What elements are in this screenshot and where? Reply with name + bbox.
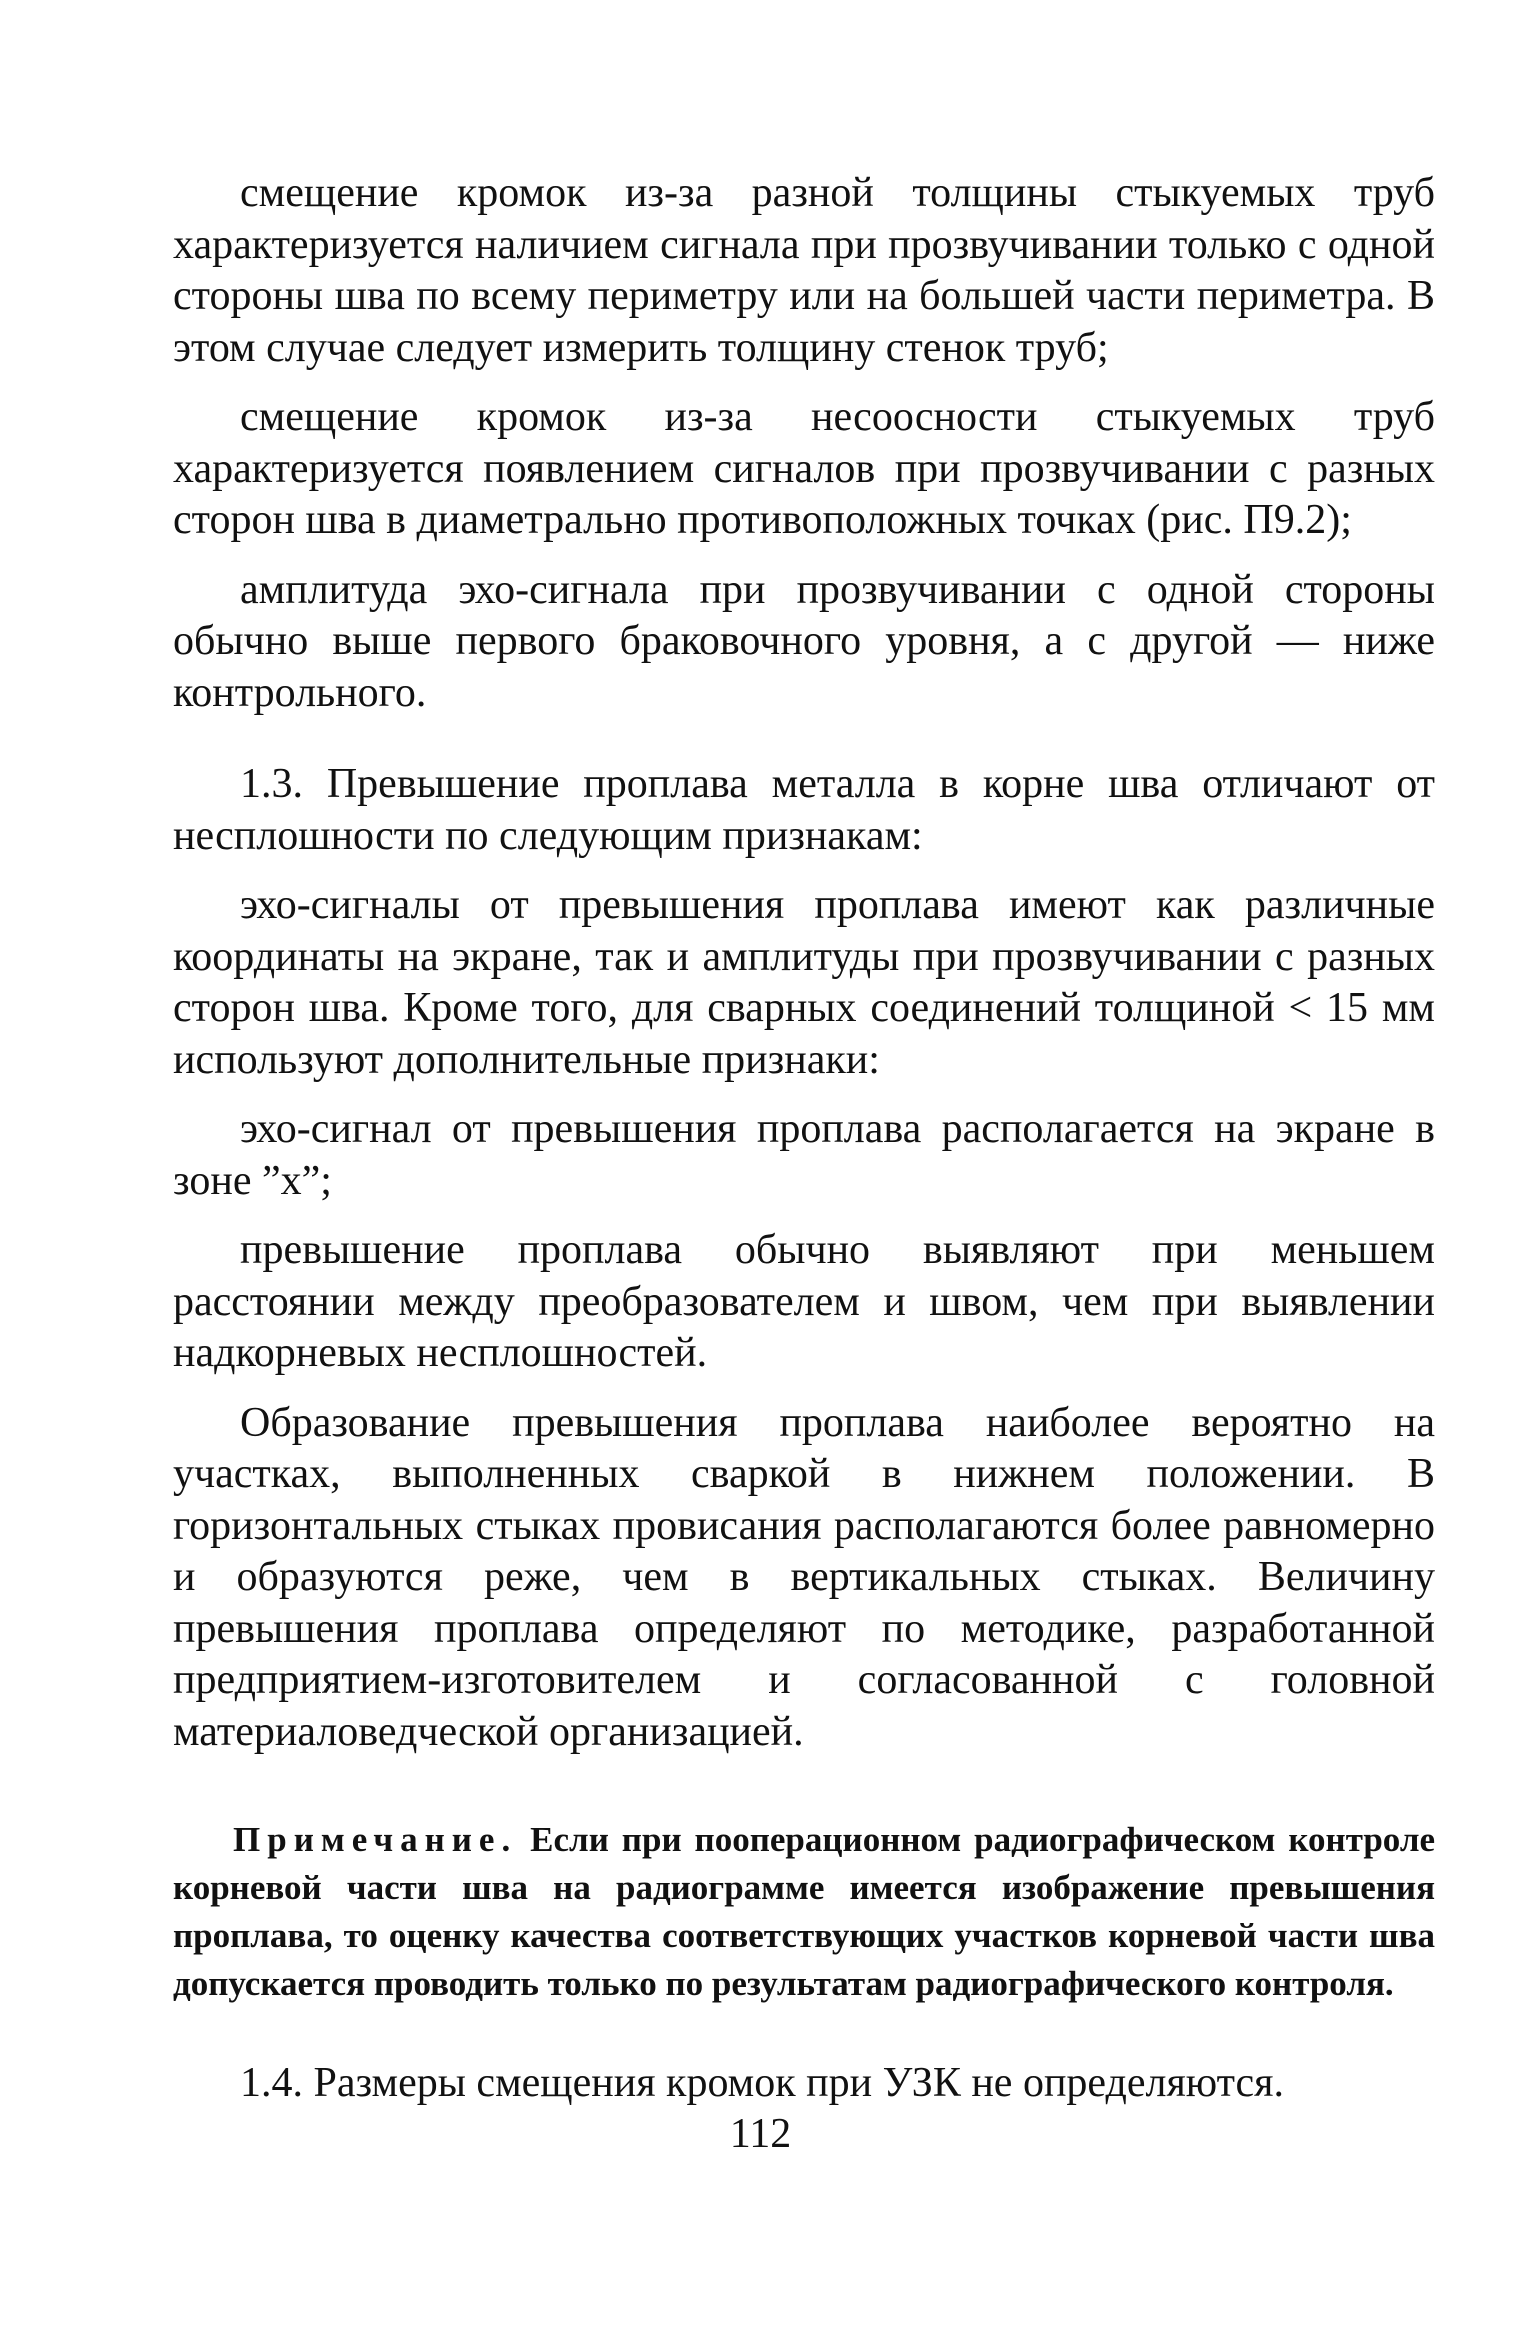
paragraph-echo-zone-x: эхо-сигнал от превышения проплава располагается на экране в зоне ”х”; [173,1106,1435,1204]
paragraph-section-1-3: 1.3. Превышение проплава металла в корне шва отличают от несплошности по следующим признакам: [173,761,1435,859]
paragraph-formation-of-excess: Образование превышения проплава наиболее вероятно на участках, выполненных сваркой в нижнем положении. В горизонтальных стыках провисания располагаются более равномерно и образуются реже, чем в вертикальных стыках. Величину превышения проплава определяют по методике, разработанной предприятием-изготовителем и согласованной с головной материаловедческой организацией. [173,1399,1435,1755]
paragraph-echo-signals-coordinates: эхо-сигналы от превышения проплава имеют как различные координаты на экране, так и амплитуды при прозвучивании с разных сторон шва. Кроме того, для сварных соединений толщиной < 15 мм используют дополнительные признаки: [173,882,1435,1083]
note-label: Примечание. [233,1820,518,1859]
paragraph-edge-offset-misalignment: смещение кромок из-за несоосности стыкуемых труб характеризуется появлением сигналов при прозвучивании с разных сторон шва в диаметрально противоположных точках (рис. П9.2); [173,394,1435,543]
page-body [173,168,1435,2110]
paragraph-edge-offset-thickness: смещение кромок из-за разной толщины стыкуемых труб характеризуется наличием сигнала при прозвучивании только с одной стороны шва по всему периметру или на большей части периметра. В этом случае следует измерить толщину стенок труб; [173,170,1435,371]
page-number: 112 [729,2111,792,2157]
note-block [173,1816,1435,2008]
note-text: Если при пооперационном радиографическом контроле корневой части шва на радиограмме имеется изображение превышения проплава, то оценку качества соответствующих участков корневой части шва допускается проводить только по результатам радиографического контроля. [173,1820,1435,2003]
paragraph-section-1-4: 1.4. Размеры смещения кромок при УЗК не определяются. [240,2060,1284,2106]
paragraph-smaller-distance: превышение проплава обычно выявляют при меньшем расстоянии между преобразователем и швом, чем при выявлении надкорневых несплошностей. [173,1227,1435,1376]
paragraph-echo-amplitude: амплитуда эхо-сигнала при прозвучивании с одной стороны обычно выше первого браковочного уровня, а с другой — ниже контрольного. [173,566,1435,716]
